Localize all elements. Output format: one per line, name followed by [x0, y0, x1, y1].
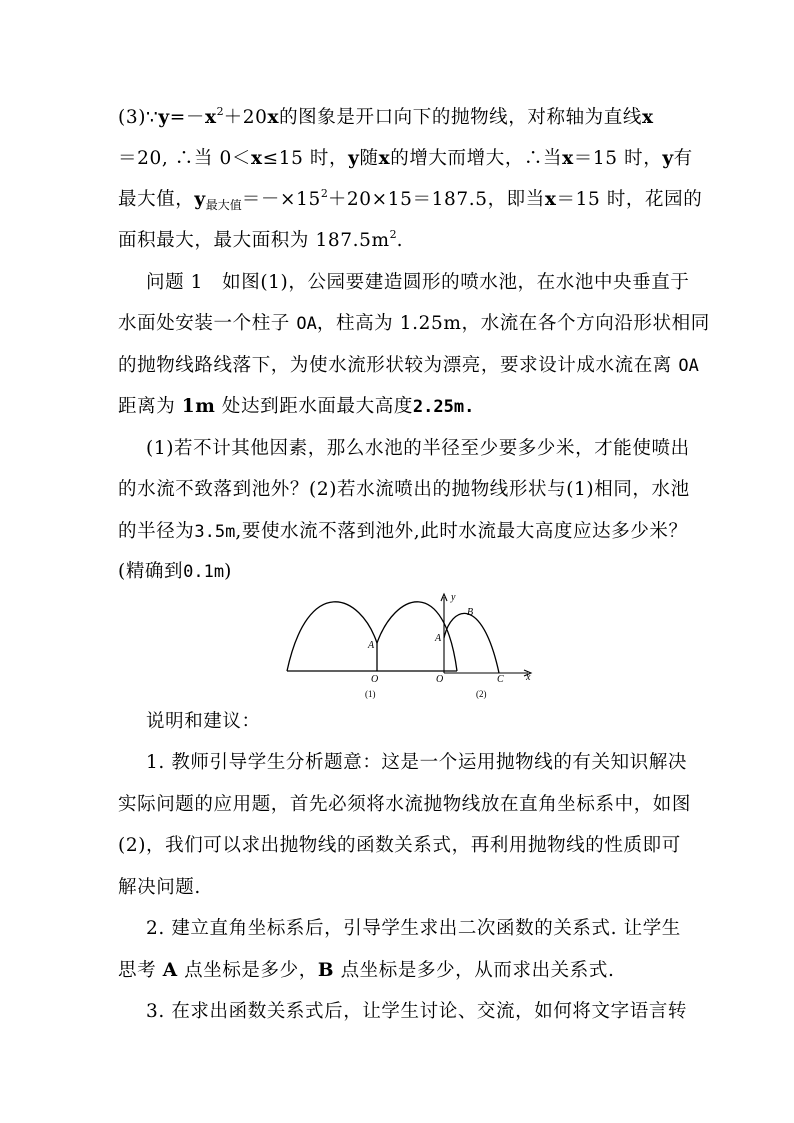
note-1-line-1: 1. 教师引导学生分析题意：这是一个运用抛物线的有关知识解决: [146, 752, 688, 773]
solution-3-line-3: 最大值，$y_{最大值}=-\times 15^2+20\times 15=187.5$，即当x＝15 时，花园的: [118, 187, 703, 212]
problem-1-line-3: 的抛物线路线落下，为使水流形状较为漂亮，要求设计成水流在离 OA: [118, 355, 699, 376]
fig2-label-A: A: [435, 633, 442, 644]
notes-heading: 说明和建议：: [146, 711, 261, 732]
note-1-line-4: 解决问题.: [118, 877, 201, 898]
question-line-2: 的水流不致落到池外？(2)若水流喷出的抛物线形状与(1)相同，水池: [118, 479, 690, 500]
fig1-caption: (1): [365, 689, 376, 699]
problem-1-line-2: 水面处安装一个柱子 OA，柱高为 1.25m，水流在各个方向沿形状相同: [118, 313, 710, 334]
note-3-line-1: 3. 在求出函数关系式后，让学生讨论、交流，如何将文字语言转: [146, 1001, 688, 1022]
fig2-label-B: B: [467, 607, 474, 618]
question-line-4: (精确到0.1m): [118, 561, 232, 582]
solution-3-line-2: ＝20, ∴当 0＜x≤15 时，y随x的增大而增大，∴当x＝15 时，y有: [118, 148, 693, 169]
fig2-label-x: x: [526, 672, 531, 683]
fig2-label-O: O: [436, 674, 444, 685]
note-2-line-2: 思考 A 点坐标是多少，B 点坐标是多少，从而求出关系式.: [118, 960, 615, 981]
problem-1-line-1: 问题 1 如图(1)，公园要建造圆形的喷水池，在水池中央垂直于: [146, 272, 690, 293]
problem-1-line-4: 距离为 1m 处达到距水面最大高度2.25m.: [118, 396, 475, 417]
note-1-line-3: (2)，我们可以求出抛物线的函数关系式，再利用抛物线的性质即可: [118, 835, 681, 856]
fig2-caption: (2): [476, 689, 487, 699]
note-2-line-1: 2. 建立直角坐标系后，引导学生求出二次函数的关系式. 让学生: [146, 918, 681, 939]
solution-3-line-1: $(3)\because y=-x^2+20x$的图象是开口向下的抛物线，对称轴为直线x: [118, 105, 654, 128]
question-line-1: (1)若不计其他因素，那么水池的半径至少要多少米，才能使喷出: [146, 438, 690, 459]
fig1-label-A: A: [368, 640, 375, 651]
fig1-label-O: O: [371, 674, 379, 685]
fig2-parabola: [444, 613, 499, 673]
fig1-left-arch: [287, 602, 377, 671]
question-line-3: 的半径为3.5m,要使水流不落到池外,此时水流最大高度应达多少米？: [118, 521, 688, 542]
note-1-line-2: 实际问题的应用题，首先必须将水流抛物线放在直角坐标系中，如图: [118, 794, 692, 815]
fig2-label-C: C: [497, 674, 504, 685]
solution-3-line-4: 面积最大，最大面积为 $187.5m^2$.: [118, 228, 404, 251]
figures: [280, 590, 550, 705]
fig2-label-y: y: [451, 592, 456, 603]
figure-1: [287, 602, 457, 699]
figure-2: [434, 592, 531, 699]
